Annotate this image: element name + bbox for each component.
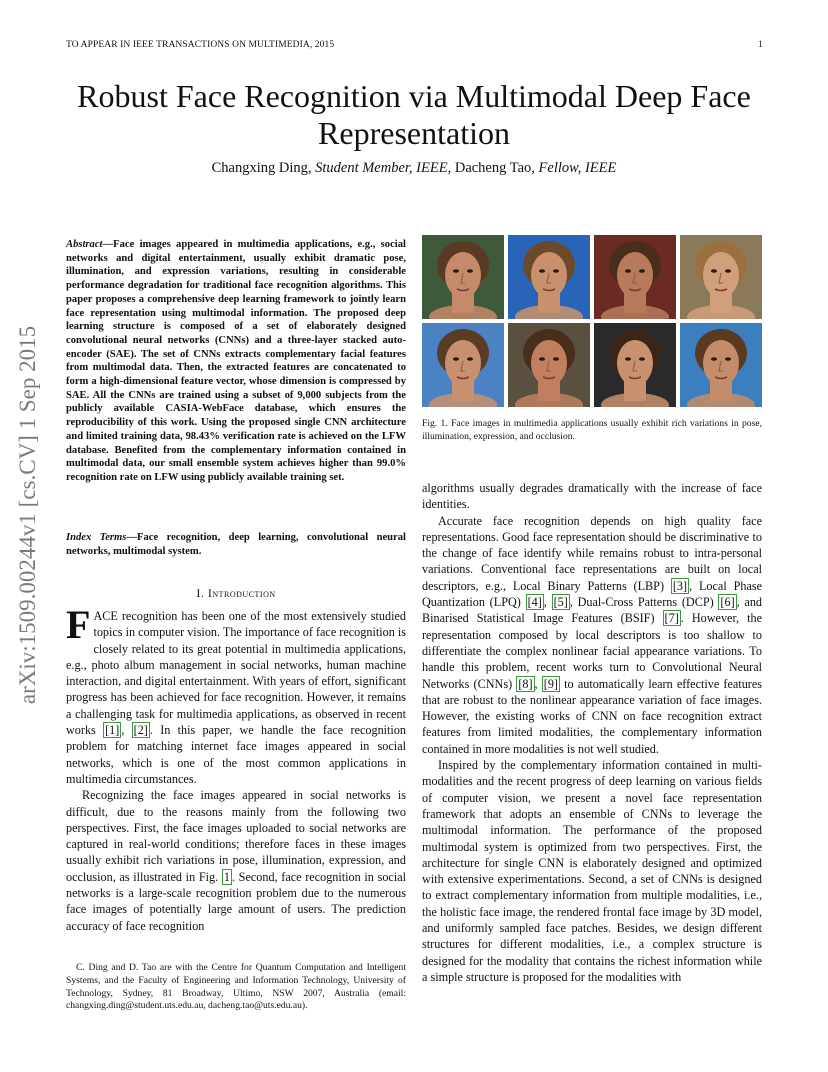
page-number: 1	[758, 40, 763, 50]
affiliation-footnote: C. Ding and D. Tao are with the Centre for Quantum Computation and Intelligent Systems, and the Faculty of Engineering and Information Technology, University of Technology, Sydney, 81 Broadway, Ultimo, NSW 2007, Australia (email: changxing.ding@student.uts.edu.au, dacheng.tao@uts.edu.au).	[66, 962, 406, 1012]
author-line	[40, 160, 788, 177]
section-numeral: I.	[196, 586, 208, 600]
face-photo	[594, 323, 676, 407]
face-photo	[508, 235, 590, 319]
face-photo	[680, 235, 762, 319]
abstract-text: —Face images appeared in multimedia applications, e.g., social networks and digital entertainment, usually exhibit dramatic pose, illumination, and expression variations, resulting in considerable performance degradation for traditional face recognition algorithms. This paper proposes a comprehensive deep learning framework to jointly learn face representation using multimodal information. The proposed deep learning structure is composed of a set of elaborately designed convolutional neural networks (CNNs) and a three-layer stacked auto-encoder (SAE). The set of CNNs extracts complementary facial features from multimodal data. Then, the extracted features are concatenated to form a high-dimensional feature vector, whose dimension is compressed by SAE. All the CNNs are trained using a subset of 9,000 subjects from the publicly available CASIA-WebFace database, which ensures the reproducibility of this work. Using the proposed single CNN architecture and limited training data, 98.43% verification rate is achieved on the LFW database. Benefited from the complementary information contained in multimodal data, our small ensemble system achieves higher than 99.0% recognition rate on LFW using publicly available training set.	[66, 239, 406, 483]
text: to automatically learn effective features that are robust to the nonlinear appearance variation of face images. However, the existing works of CNN on face recognition extract features from limited modalities, the complementary information contained in more modalities is not well studied.	[422, 676, 763, 756]
index-terms-lead: Index Terms	[66, 532, 127, 543]
intro-p2-text-end: . Second, face recognition in social networks is a large-scale recognition problem due to the numerous face images of potentially large amount of users. The prediction accuracy of face recognition	[66, 869, 407, 933]
drop-cap: F	[66, 602, 91, 647]
face-photo	[422, 323, 504, 407]
separator: ,	[534, 676, 542, 691]
figure-link[interactable]: 1	[223, 869, 230, 884]
citation-link[interactable]: [7]	[664, 611, 679, 626]
section-title: Introduction	[207, 586, 276, 600]
paper-title: Robust Face Recognition via Multimodal Deep Face Representation	[77, 78, 751, 151]
figure-caption: Fig. 1. Face images in multimedia applications usually exhibit rich variations in pose, illumination, expression, and occlusion.	[422, 418, 762, 442]
text: , and Binarised Statistical Image Features (BSIF)	[422, 595, 763, 626]
right-paragraph-1: algorithms usually degrades dramatically with the increase of face identities.	[422, 481, 762, 512]
abstract-lead: Abstract	[66, 239, 103, 250]
citation-link[interactable]: [9]	[543, 676, 558, 691]
intro-p2-text: Recognizing the face images appeared in social networks is difficult, due to the reasons mainly from the following two perspectives. First, the face images uploaded to social networks are captured in real-world conditions; therefore faces in these images usually exhibit rich variations in pose, illumination, expression, and occlusion, as illustrated in Fig.	[66, 788, 406, 884]
separator: ,	[543, 595, 552, 610]
abstract	[66, 238, 406, 485]
text: , Local Phase Quantization (LPQ)	[422, 578, 763, 610]
intro-p1-text: ACE recognition has been one of the most extensively studied topics in computer vision. The importance of face recognition is closely related to its great potential in multimedia applications, e.g., photo album management in social networks, human machine interaction, and digital entertainment. With years of effort, significant progress has been achieved for face recognition. However, it remains a challenging task for multimedia applications, as observed in recent works	[66, 609, 406, 738]
separator: ,	[121, 723, 132, 738]
citation-link[interactable]: [4]	[527, 595, 542, 610]
figure-face-grid	[422, 235, 762, 408]
citation-link[interactable]: [5]	[553, 595, 568, 610]
face-photo	[422, 235, 504, 319]
author-1-role: Student Member, IEEE	[315, 160, 448, 176]
citation-link[interactable]: [1]	[105, 723, 120, 738]
section-heading	[66, 586, 406, 601]
citation-link[interactable]: [2]	[133, 723, 148, 738]
citation-link[interactable]: [3]	[672, 578, 688, 593]
text: . However, the representation composed by local descriptors is too shallow to differentiate the complex nonlinear facial appearance variations. To handle this problem, recent works turn to Convolutional Neural Networks (CNNs)	[422, 611, 762, 691]
citation-link[interactable]: [6]	[720, 595, 735, 610]
author-separator: , Dacheng Tao,	[447, 160, 539, 176]
intro-text	[66, 602, 407, 934]
right-paragraph-3: Inspired by the complementary information contained in multi-modalities and the recent progress of deep learning on various fields of computer vision, we present a novel face representation framework that adopts an ensemble of CNNs to leverage the multimodal information. The performance of the proposed multimodal system is optimized from two perspectives. First, the architecture for single CNN is elaborately designed and optimized with extensive experimentations. Second, a set of CNNs is designed to extract complementary information from multiple modalities, i.e., the holistic face image, the rendered frontal face image by 3D model, and uniformly sampled face patches. Besides, we design different structures for different modalities, i.e., a complex structure is designed for the modality that contains the richest information while a simple structure is proposed for the modalities with	[422, 758, 762, 984]
author-2-role: Fellow, IEEE	[538, 160, 617, 176]
arxiv-stamp-text: arXiv:1509.00244v1 [cs.CV] 1 Sep 2015	[15, 325, 40, 705]
right-paragraph-2	[422, 513, 762, 757]
intro-paragraph-2	[66, 787, 406, 934]
face-photo	[508, 323, 590, 407]
citation-link[interactable]: [8]	[518, 676, 533, 691]
intro-paragraph-1	[66, 602, 407, 787]
text: Accurate face recognition depends on high quality face representations. Good face representation should be discriminative to the change of face identify while remains robust to intra-personal variations. Conventional face representations are built on local descriptors, e.g., Local Binary Patterns (LBP)	[422, 513, 762, 593]
author-1: Changxing Ding,	[211, 160, 316, 176]
text: , Dual-Cross Patterns (DCP)	[569, 595, 719, 610]
index-terms-text: —Face recognition, deep learning, convolutional neural networks, multimodal system.	[66, 532, 406, 557]
face-photo	[594, 235, 676, 319]
index-terms	[66, 531, 406, 558]
arxiv-stamp	[4, 290, 52, 740]
running-head: TO APPEAR IN IEEE TRANSACTIONS ON MULTIMEDIA, 2015	[66, 40, 335, 50]
face-photo	[680, 323, 762, 407]
intro-p1-text-end: . In this paper, we handle the face recognition problem for matching internet face images appeared in social networks, which is one of the most common applications in multimedia circumstances.	[66, 723, 407, 786]
right-column-text	[422, 480, 762, 985]
